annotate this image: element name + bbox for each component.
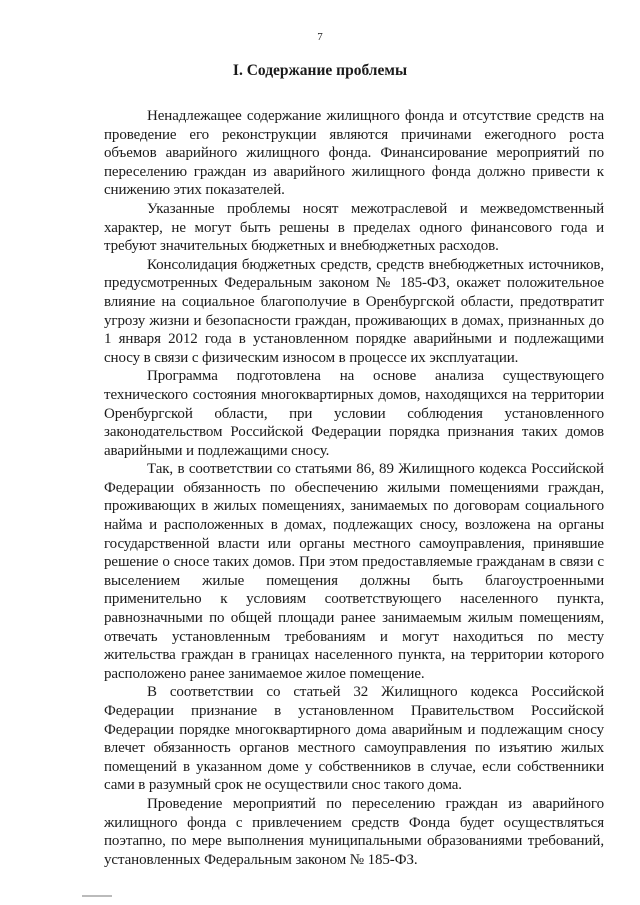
paragraph-6: В соответствии со статьей 32 Жилищного кодекса Российской Федерации признание в установленном Правительством Российской Федерации порядке многоквартирного дома аварийным и подлежащим сносу влечет обязанность органов местного самоуправления по изъятию жилых помещений в указанном доме у собственников в случае, если собственники сами в разумный срок не осуществили снос такого дома. <box>104 684 604 794</box>
paragraph-4: Программа подготовлена на основе анализа существующего технического состояния многоквартирных домов, находящихся на территории Оренбургской области, при условии соблюдения установленного законодательством Российской Федерации порядка признания таких домов аварийными и подлежащими сносу. <box>104 368 604 459</box>
scan-artifact-mark <box>82 895 112 897</box>
paragraph-1: Ненадлежащее содержание жилищного фонда и отсутствие средств на проведение его реконструкции являются причинами ежегодного роста объемов аварийного жилищного фонда. Финансирование мероприятий по переселению граждан из аварийного жилищного фонда должно привести к снижению этих показателей. <box>104 108 604 199</box>
paragraph-7: Проведение мероприятий по переселению граждан из аварийного жилищного фонда с привлечением средств Фонда будет осуществляться поэтапно, по мере выполнения муниципальными образованиями требований, установленных Федеральным законом № 185-ФЗ. <box>104 795 604 868</box>
paragraph-2: Указанные проблемы носят межотраслевой и межведомственный характер, не могут быть решены в пределах одного финансового года и требуют значительных бюджетных и внебюджетных расходов. <box>104 200 604 255</box>
page-number: 7 <box>317 31 323 43</box>
paragraph-5: Так, в соответствии со статьями 86, 89 Жилищного кодекса Российской Федерации обязанность по обеспечению жилыми помещениями граждан, проживающих в жилых помещениях, занимаемых по договорам социального найма и расположенных в домах, подлежащих сносу, возложена на органы государственной власти или органы местного самоуправления, принявшие решение о сносе таких домов. При этом предоставляемые гражданам в связи с выселением жилые помещения должны быть благоустроенными применительно к условиям соответствующего населенного пункта, равнозначными по общей площади ранее занимаемым жилым помещениям, отвечать установленным требованиям и могут находиться по месту жительства граждан в границах населенного пункта, на территории которого расположено ранее занимаемое жилое помещение. <box>104 461 604 682</box>
paragraph-3: Консолидация бюджетных средств, средств внебюджетных источников, предусмотренных Федеральным законом № 185-ФЗ, окажет положительное влияние на социальное благополучие в Оренбургской области, предотвратит угрозу жизни и безопасности граждан, проживающих в домах, признанных до 1 января 2012 года в установленном порядке аварийными и подлежащими сносу в связи с физическим износом в процессе их эксплуатации. <box>104 256 604 366</box>
document-body <box>104 107 604 869</box>
section-title: I. Содержание проблемы <box>232 62 408 79</box>
